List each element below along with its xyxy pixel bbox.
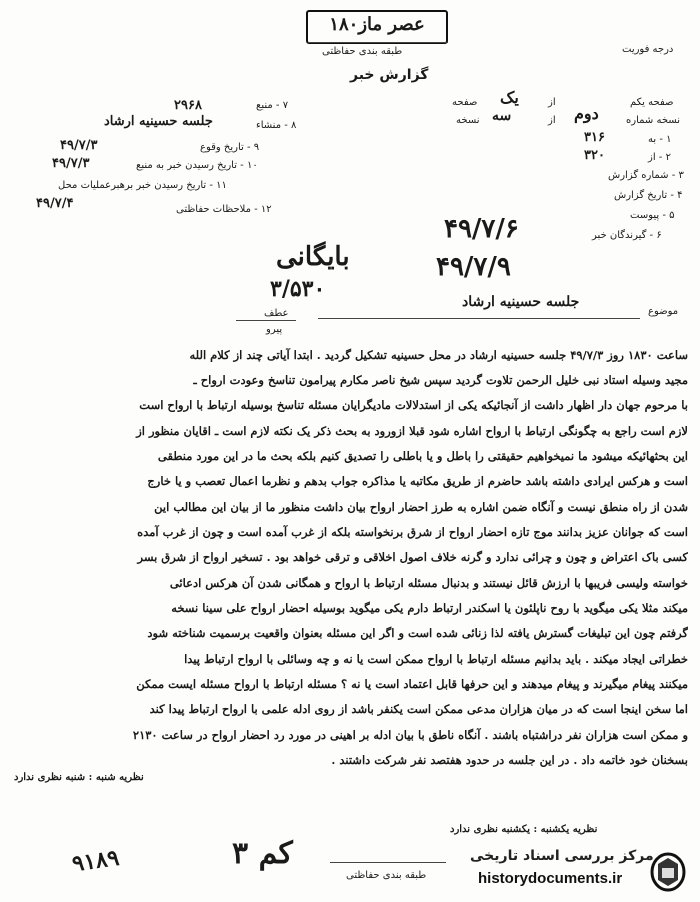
occurrence-date-value: ۴۹/۷/۳: [60, 138, 98, 153]
field-copy-label: نسخه شماره: [626, 115, 680, 126]
body-line: اما سخن اینجا است که در میان هزاران مدعی ممکن است یکنفر باشد از روی ادله علمی با ارواح ارتباط پیدا کند: [149, 702, 688, 716]
arrival-source-date-label: ۱۰ - تاریخ رسیدن خبر به منبع: [136, 160, 258, 171]
body-line: با مرحوم جهان دار اظهار داشت از آنجائیکه یکی از استدلالات مادیگرایان مسئله تناسخ بوسیله ارتباط با ارواح است: [139, 398, 688, 412]
handwritten-archive: بایگانی: [276, 242, 350, 272]
body-line: است و هرکس ایرادی داشته باشد حاضرم از طریق مکاتبه یا مذاکره جواب بدهم و نظرما اعمال تعصب و یا خارج: [147, 474, 688, 488]
archive-stamp: ۱۸۰عصر ماز: [306, 10, 448, 44]
footer-note-1: نظریه شنبه : شنبه نظری ندارد: [14, 772, 144, 783]
field-page-label: صفحه یکم: [630, 97, 674, 108]
classification-bottom: طبقه بندی حفاظتی: [346, 870, 427, 881]
field-page-unit: صفحه: [452, 97, 478, 108]
watermark-text: مرکز بررسی اسناد تاریخی: [470, 848, 654, 864]
handwritten-number-signature: ۹۱۸۹: [70, 844, 121, 878]
footer-note-2: نظریه یکشنبه : یکشنبه نظری ندارد: [450, 824, 598, 835]
body-line: است که جوانان عزیز بدانند موج تازه احضار ارواح از شرق برنخواسته بلکه از غرب آمده است و چون از غرب آمده: [137, 525, 688, 539]
body-line: ساعت ۱۸۳۰ روز ۴۹/۷/۳ جلسه حسینیه ارشاد در محل حسینیه تشکیل گردید . ابتدا آیاتی چند از کلام الله: [189, 348, 688, 362]
body-line: مجید وسیله استاد نبی خلیل الرحمن تلاوت گردید سپس شیخ ناصر مکارم پیرامون تناسخ وعودت ارواح ـ: [193, 373, 688, 387]
field-report-date-label: ۴ - تاریخ گزارش: [614, 190, 683, 201]
handwritten-archive-number: ۳/۵۳۰: [270, 276, 326, 302]
body-line: خواسته ولیسی فریبها با ارزش قائل نیستند و بدنبال مسئله ارتباط با ارواح و همگانی شدن آن هرکس ادعائی: [169, 576, 688, 590]
body-line: میکنند پیغام میگیرند و پیغام میدهند و این حرفها قابل اعتماد است یا نه ؟ مسئله ارتباط با ارواح مسئله ایست ممکن: [136, 677, 688, 691]
field-attachment-label: ۵ - پیوست: [630, 210, 675, 221]
handwritten-page-mark: یک: [500, 88, 519, 107]
priority-label: درجه فوریت: [622, 44, 674, 55]
handwritten-copy-of: سه: [492, 108, 512, 124]
field-to-label: ۱ - به: [648, 134, 672, 145]
arrival-ops-date-label: ۱۱ - تاریخ رسیدن خبر برهبرعملیات محل: [58, 180, 227, 191]
classification-top: طبقه بندی حفاظتی: [322, 46, 403, 57]
subject-label: موضوع: [648, 306, 679, 317]
source-label: ۷ - منبع: [256, 100, 289, 111]
handwritten-date-2: ۴۹/۷/۹: [436, 252, 511, 282]
body-line: شدن از راه منطق نیست و آنگاه ضمن اشاره به طرز احضار ارواح بیان داشت منظور ما از بیان این مطالب این: [154, 500, 688, 514]
subject-value: جلسه حسینیه ارشاد: [462, 294, 580, 310]
field-page-from: از: [548, 97, 556, 108]
field-copy-from: از: [548, 115, 556, 126]
field-from-value: ۳۲۰: [584, 148, 605, 163]
field-to-value: ۳۱۶: [584, 130, 605, 145]
arrival-source-date-value: ۴۹/۷/۳: [52, 156, 90, 171]
field-copy-unit: نسخه: [456, 115, 480, 126]
body-line: و ممکن است هزاران نفر دراشتباه باشند . آنگاه ناطق با بیان ادله بر اهینی در مورد رد احضار ارواح در ساعت ۲۱۳۰: [132, 728, 688, 742]
body-line: میکند مثلا یکی میگوید با روح ناپلئون یا اسکندر ارتباط دارم یکی میگوید بوسیله احضار ارواح علی سینا نسخه: [171, 601, 688, 615]
watermark-url: historydocuments.ir: [478, 870, 623, 887]
origin-value: جلسه حسینیه ارشاد: [104, 114, 213, 129]
field-from-label: ۲ - از: [648, 152, 671, 163]
handwritten-copy-mark: دوم: [574, 104, 599, 123]
origin-label: ۸ - منشاء: [256, 120, 297, 131]
body-line: کسی باک اعتراض و چون و چرائی ندارد و گرنه خلاف اصول اخلاقی و ترقی خواهد بود . تسخیر ارواح از شرق بسر: [137, 550, 688, 564]
body-line: بسخنان خود خاتمه داد . در این جلسه در حدود هفتصد نفر شرکت داشتند .: [331, 753, 688, 767]
watermark-logo-icon: [650, 852, 686, 892]
handwritten-initial-signature: کم ۳: [232, 836, 293, 871]
field-report-number-label: ۳ - شماره گزارش: [608, 170, 684, 181]
body-line: این بحثهائیکه میشود ما نمیخواهیم حقیقتی را باطل و یا باطلی را تصدیق کنیم بلکه بحث ما در این مورد منطقی: [157, 449, 688, 463]
report-title: گزارش خبر: [350, 67, 429, 83]
occurrence-date-label: ۹ - تاریخ وقوع: [200, 142, 260, 153]
security-notes-value: ۴۹/۷/۴: [36, 196, 74, 211]
ata-label: عطف: [264, 308, 289, 319]
field-recipients-label: ۶ - گیرندگان خبر: [592, 230, 662, 241]
peyro-label: پیرو: [266, 324, 283, 335]
body-line: خطراتی ایجاد میکند . باید بدانیم مسئله ارتباط با ارواح ممکن است یا نه و چه وسائلی با ارواح ارتباط پیدا: [184, 652, 688, 666]
body-line: گرفتم چون این تبلیغات گسترش یافته لذا زنائی شده است و اگر این مسئله بعنوان واقعیت برسمیت شناخته شود: [147, 626, 688, 640]
handwritten-date-1: ۴۹/۷/۶: [444, 214, 519, 244]
source-value: ۲۹۶۸: [174, 98, 202, 113]
security-notes-label: ۱۲ - ملاحظات حفاظتی: [176, 204, 272, 215]
body-line: لازم است راجع به چگونگی ارتباط با ارواح اشاره شود قبلا ازورود به بحث ذکر یک نکته لازم است ـ اقایان منظور از: [136, 424, 688, 438]
